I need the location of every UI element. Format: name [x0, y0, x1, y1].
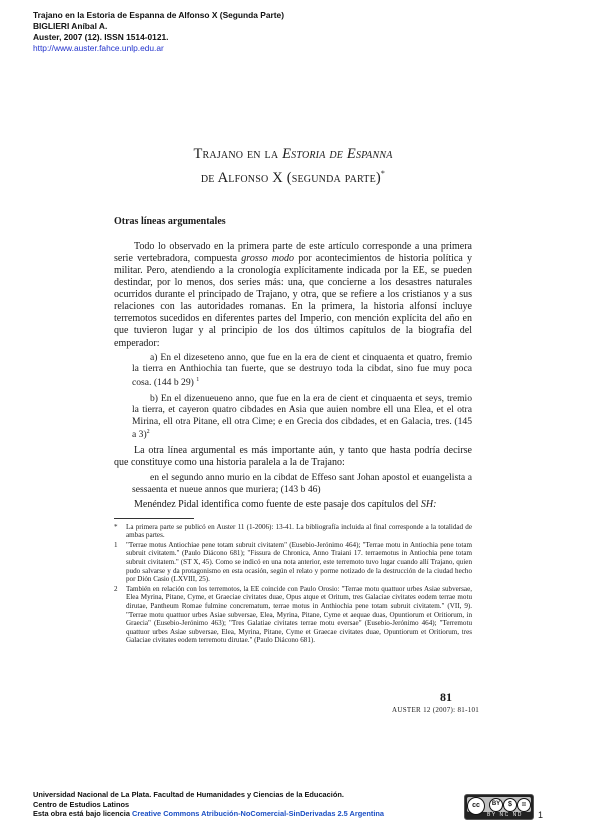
- footer-centre: Centro de Estudios Latinos: [33, 799, 130, 809]
- page-number: 81: [440, 690, 452, 704]
- paragraph-text: Menéndez Pidal identifica como fuente de este pasaje dos capítulos del: [134, 498, 421, 510]
- header-issn: Auster, 2007 (12). ISSN 1514-0121.: [33, 32, 169, 42]
- footer-license-text: Esta obra está bajo licencia: [33, 809, 132, 818]
- noderivatives-icon: =: [517, 798, 531, 812]
- quote-c-text: en el segundo anno murio en la cibdat de Effeso sant Johan apostol et euangelista a sessaenta et nueue annos que muriera; (143 b 46): [132, 472, 472, 495]
- sheet-number: 1: [538, 810, 544, 820]
- italic-term: SH:: [420, 498, 437, 510]
- article-title: [114, 145, 472, 188]
- cc-badge-labels: BY NC ND: [487, 812, 523, 818]
- title-italic: Estoria de Espanna: [282, 146, 393, 162]
- document-header: [33, 10, 453, 54]
- paragraph-text: Todo lo observado en la primera parte de este artículo corresponde a una primera serie vertebradora, compuesta: [114, 240, 472, 264]
- footnote-divider: [114, 518, 194, 519]
- license-link[interactable]: Creative Commons Atribución-NoComercial-SinDerivadas 2.5 Argentina: [132, 809, 385, 818]
- header-title: Trajano en la Estoria de Espanna de Alfonso X (Segunda Parte): [33, 10, 284, 20]
- quote-a-text: a) En el dizeseteno anno, que fue en la era de cient et cinquaenta et quatro, fremio la tierra en Anthiochia tan fuerte, que se destruyo toda la cibdat, sino fue muy poca cosa. (144 b 29): [132, 351, 472, 389]
- title-footnote-mark[interactable]: *: [380, 169, 386, 178]
- running-footer: AUSTER 12 (2007): 81-101: [392, 706, 480, 714]
- quote-text: [132, 352, 472, 389]
- header-url-link[interactable]: http://www.auster.fahce.unlp.edu.ar: [33, 43, 164, 53]
- title-text: Trajano en la: [193, 146, 283, 162]
- footnote-text: "Terrae motus Antiochiae pene totam subruit civitatem" (Eusebio-Jerónimo 464); "Terrae motu in Antiochia pene totam subruit civitatem." (Paulo Diácono 681); "Fissura de Chronica, Anno Traiani 17. terraemotus in Antiochia pene totam subruit civitatem." (ST X, 45). Como se indicó en una nota anterior, este terremoto tuvo lugar cuando allí Trajano, quien pudo salvarse y da protagonismo en esta ocasión, según el relato y porme notizado de la destrucción de la ciudad hecho por Dión Casio (LXVIII, 25).: [126, 540, 472, 584]
- footnote-2: [114, 585, 472, 645]
- footnote-text: También en relación con los terremotos, la EE coincide con Paulo Orosio: "Terrae motu quattuor urbes Asiae subversae, Elea Myrina, Pitane, Cyme, et Graeciae civitates duae, Opus atque et Oritum, tres Galaciae civitates eodem terrae motu dirutae, Pantheum Romae fulmine concrematum, terrae motus in Anthiochia pene totam subruit civitatem." (VII, 9). "Terrae motu quattuor urbes Asiae subversae, Elea, Myrina, Pitane, Cyme et aequae duas, Opuntiorum et Oritiorum, in Graecia" (Eusebio-Jerónimo 463); "Tres Galatiae civitates terrae motu eversae" (Eusebio-Jerónimo 464); "Terremotu quattuor urbes Asiae subversae, Elea, Myrina, Pitane, Cyme et Graecae civitates duae, Opuntiorum et Oritiorum, tres Galaciae civitates eodem terremotu dirutae." (Paulo Diácono 681).: [126, 584, 472, 645]
- quote-block-c: [114, 472, 472, 495]
- article-body: [114, 145, 472, 646]
- header-author: BIGLIERI Aníbal A.: [33, 21, 108, 31]
- footnote-1: [114, 541, 472, 584]
- paragraph-3: [114, 499, 472, 511]
- quote-text: [132, 393, 472, 442]
- footnote-mark[interactable]: 2: [146, 429, 150, 436]
- footnote-star: [114, 523, 472, 540]
- footer-university: Universidad Nacional de La Plata. Facultad de Humanidades y Ciencias de la Educación.: [33, 790, 344, 799]
- quote-block-b: [114, 393, 472, 442]
- footnote-text: La primera parte se publicó en Auster 11 (1-2006): 13-41. La bibliografía incluida al final corresponde a la totalidad de ambas partes.: [126, 522, 472, 540]
- document-footer: [33, 790, 453, 819]
- section-heading: Otras líneas argumentales: [114, 215, 226, 227]
- attribution-icon: BY: [489, 798, 503, 812]
- footer-license: [33, 809, 453, 819]
- cc-icon: cc: [467, 797, 485, 815]
- quote-b-text: b) En el dizenueueno anno, que fue en la era de cient et cinquaenta et seys, tremio la tierra, et cayeron quatro cibdades en Asia que auien nombre ell una Elea, et el otra Mirina, ell otra Pitane, ell otra Cime; e en Grecia dos cibdades, et en Galacia, tres. (145 a 3): [132, 392, 472, 441]
- footnote-number: 1: [114, 540, 118, 549]
- quote-block-a: [114, 352, 472, 389]
- title-line2: de Alfonso X (segunda parte): [200, 169, 381, 186]
- footnote-mark[interactable]: 1: [196, 376, 200, 383]
- paragraph-2: La otra línea argumental es más importante aún, y tanto que hasta podría decirse que constituye como una historia paralela a la de Trajano:: [114, 445, 472, 469]
- creative-commons-badge[interactable]: [464, 794, 534, 820]
- noncommercial-icon: $: [503, 798, 517, 812]
- footnote-number: 2: [114, 584, 118, 593]
- paragraph-1: [114, 241, 472, 350]
- italic-term: grosso modo: [241, 252, 295, 264]
- paragraph-text: por acontecimientos de historia política y militar. Pero, atendiendo a la cronología explícitamente indicada por la EE, se pueden destindar, por lo menos, dos series más: una, que concierne a los desastres naturales ocurridos durante el principado de Trajano, y otra, que se refiere a los cristianos y a sus relaciones con las autoridades romanas. En la primera, la historia alfonsí incluye terremotos sucedidos en diferentes partes del Imperio, con mención explícita del año en que tuvieron lugar y al principio de los dos últimos capítulos de la biografía del emperador:: [114, 252, 472, 349]
- footnote-number: *: [114, 522, 118, 531]
